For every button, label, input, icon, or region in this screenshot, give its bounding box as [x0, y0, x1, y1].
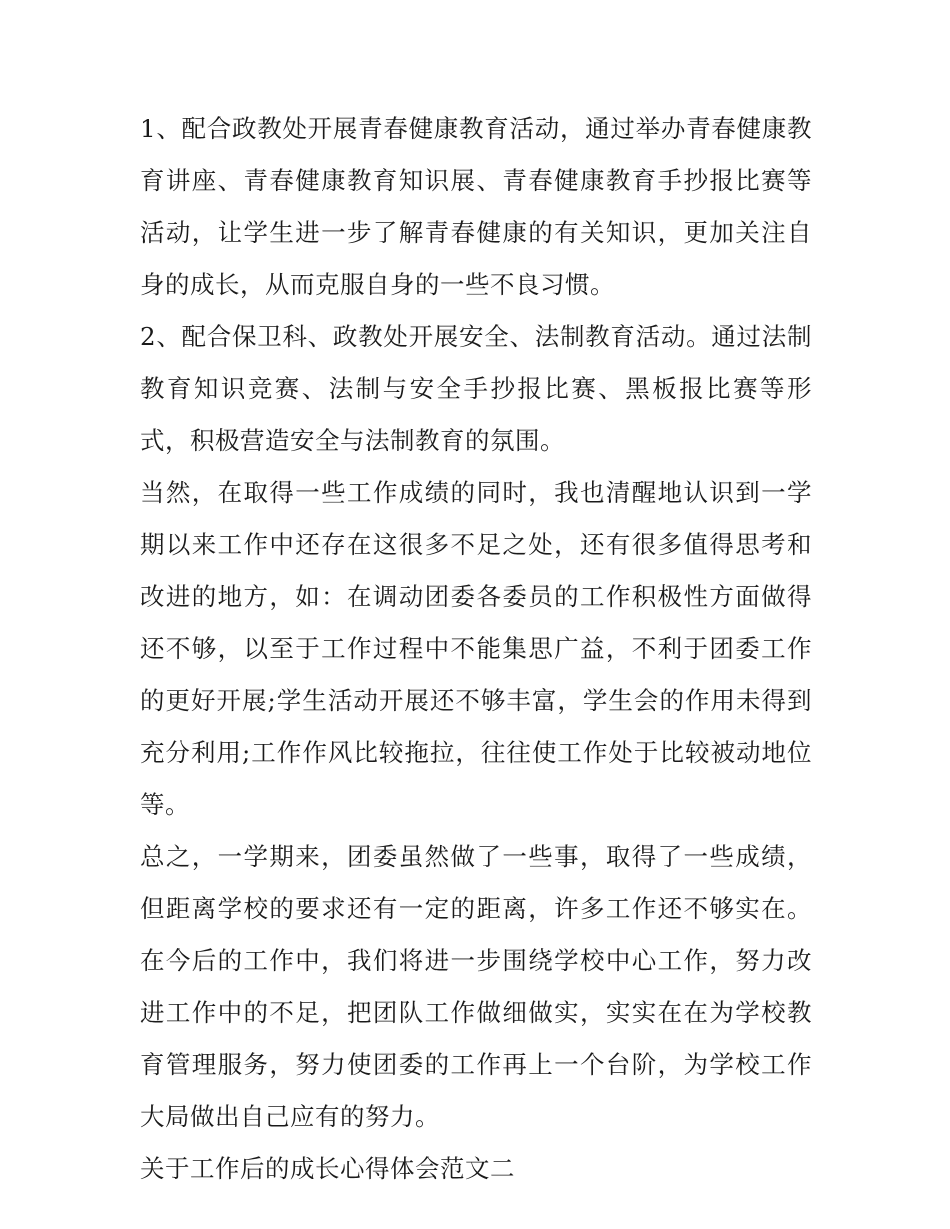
- paragraph-safety-legal-education: 2、配合保卫科、政教处开展安全、法制教育活动。通过法制教育知识竞赛、法制与安全手抄报比赛、黑板报比赛等形式，积极营造安全与法制教育的氛围。: [140, 322, 812, 455]
- document-body: [140, 103, 812, 1195]
- paragraph-shortcomings: 当然，在取得一些工作成绩的同时，我也清醒地认识到一学期以来工作中还存在这很多不足之处，还有很多值得思考和改进的地方，如：在调动团委各委员的工作积极性方面做得还不够，以至于工作过程中不能集思广益，不利于团委工作的更好开展;学生活动开展还不够丰富，学生会的作用未得到充分利用;工作作风比较拖拉，往往使工作处于比较被动地位等。: [140, 478, 812, 819]
- section-heading: 关于工作后的成长心得体会范文二: [140, 1154, 515, 1183]
- paragraph-conclusion: 总之，一学期来，团委虽然做了一些事，取得了一些成绩，但距离学校的要求还有一定的距离，许多工作还不够实在。在今后的工作中，我们将进一步围绕学校中心工作，努力改进工作中的不足，把团队工作做细做实，实实在在为学校教育管理服务，努力使团委的工作再上一个台阶，为学校工作大局做出自己应有的努力。: [140, 842, 812, 1131]
- paragraph-health-education: 1、配合政教处开展青春健康教育活动，通过举办青春健康教育讲座、青春健康教育知识展、青春健康教育手抄报比赛等活动，让学生进一步了解青春健康的有关知识，更加关注自身的成长，从而克服自身的一些不良习惯。: [140, 114, 812, 299]
